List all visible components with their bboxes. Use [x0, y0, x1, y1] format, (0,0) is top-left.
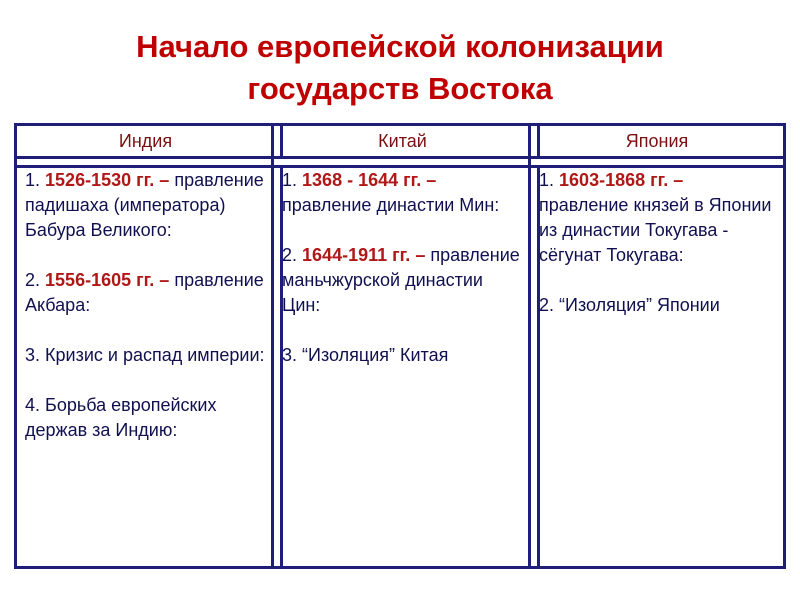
item-text: правление князей в Японии из династии Токугава - сёгунат Токугава:	[539, 195, 772, 265]
item-text: Кризис и распад империи:	[45, 345, 265, 365]
column-header-india: Индия	[118, 131, 173, 151]
column-header-china: Китай	[378, 131, 427, 151]
list-item	[539, 293, 777, 318]
header-separator	[17, 156, 274, 168]
item-number: 2.	[282, 245, 298, 265]
item-text: правление падишаха (императора) Бабура Великого:	[25, 170, 264, 240]
column-china	[274, 126, 531, 566]
item-number: 1.	[539, 170, 555, 190]
item-date: 1556-1605 гг. –	[45, 270, 170, 290]
list-item	[25, 343, 268, 368]
item-number: 2.	[25, 270, 41, 290]
column-body-japan	[539, 168, 777, 343]
list-item	[539, 168, 777, 268]
title-line-1: Начало европейской колонизации	[136, 29, 664, 64]
list-item	[25, 168, 268, 243]
page-title	[0, 26, 800, 110]
header-separator	[531, 156, 783, 168]
item-number: 3.	[25, 345, 41, 365]
item-text: правление династии Мин:	[282, 195, 500, 215]
item-number: 1.	[282, 170, 298, 190]
item-text: “Изоляция” Японии	[559, 295, 720, 315]
item-number: 3.	[282, 345, 298, 365]
header-separator	[274, 156, 531, 168]
column-body-china	[282, 168, 525, 393]
item-date: 1526-1530 гг. –	[45, 170, 170, 190]
list-item	[282, 343, 525, 368]
column-header-japan: Япония	[625, 131, 689, 151]
item-number: 2.	[539, 295, 555, 315]
list-item	[25, 268, 268, 318]
item-text: Борьба европейских держав за Индию:	[25, 395, 217, 440]
item-text: правление Акбара:	[25, 270, 264, 315]
item-date: 1644-1911 гг. –	[302, 245, 426, 265]
item-text: “Изоляция” Китая	[302, 345, 449, 365]
title-line-2: государств Востока	[247, 71, 553, 106]
item-number: 1.	[25, 170, 41, 190]
item-date: 1603-1868 гг. –	[559, 170, 684, 190]
list-item	[282, 168, 525, 218]
column-india	[17, 126, 274, 566]
column-japan	[531, 126, 783, 566]
item-text: правление маньчжурской династии Цин:	[282, 245, 520, 315]
comparison-table	[14, 123, 786, 569]
item-date: 1368 - 1644 гг. –	[302, 170, 437, 190]
item-number: 4.	[25, 395, 41, 415]
column-body-india	[25, 168, 268, 468]
list-item	[282, 243, 525, 318]
list-item	[25, 393, 268, 443]
